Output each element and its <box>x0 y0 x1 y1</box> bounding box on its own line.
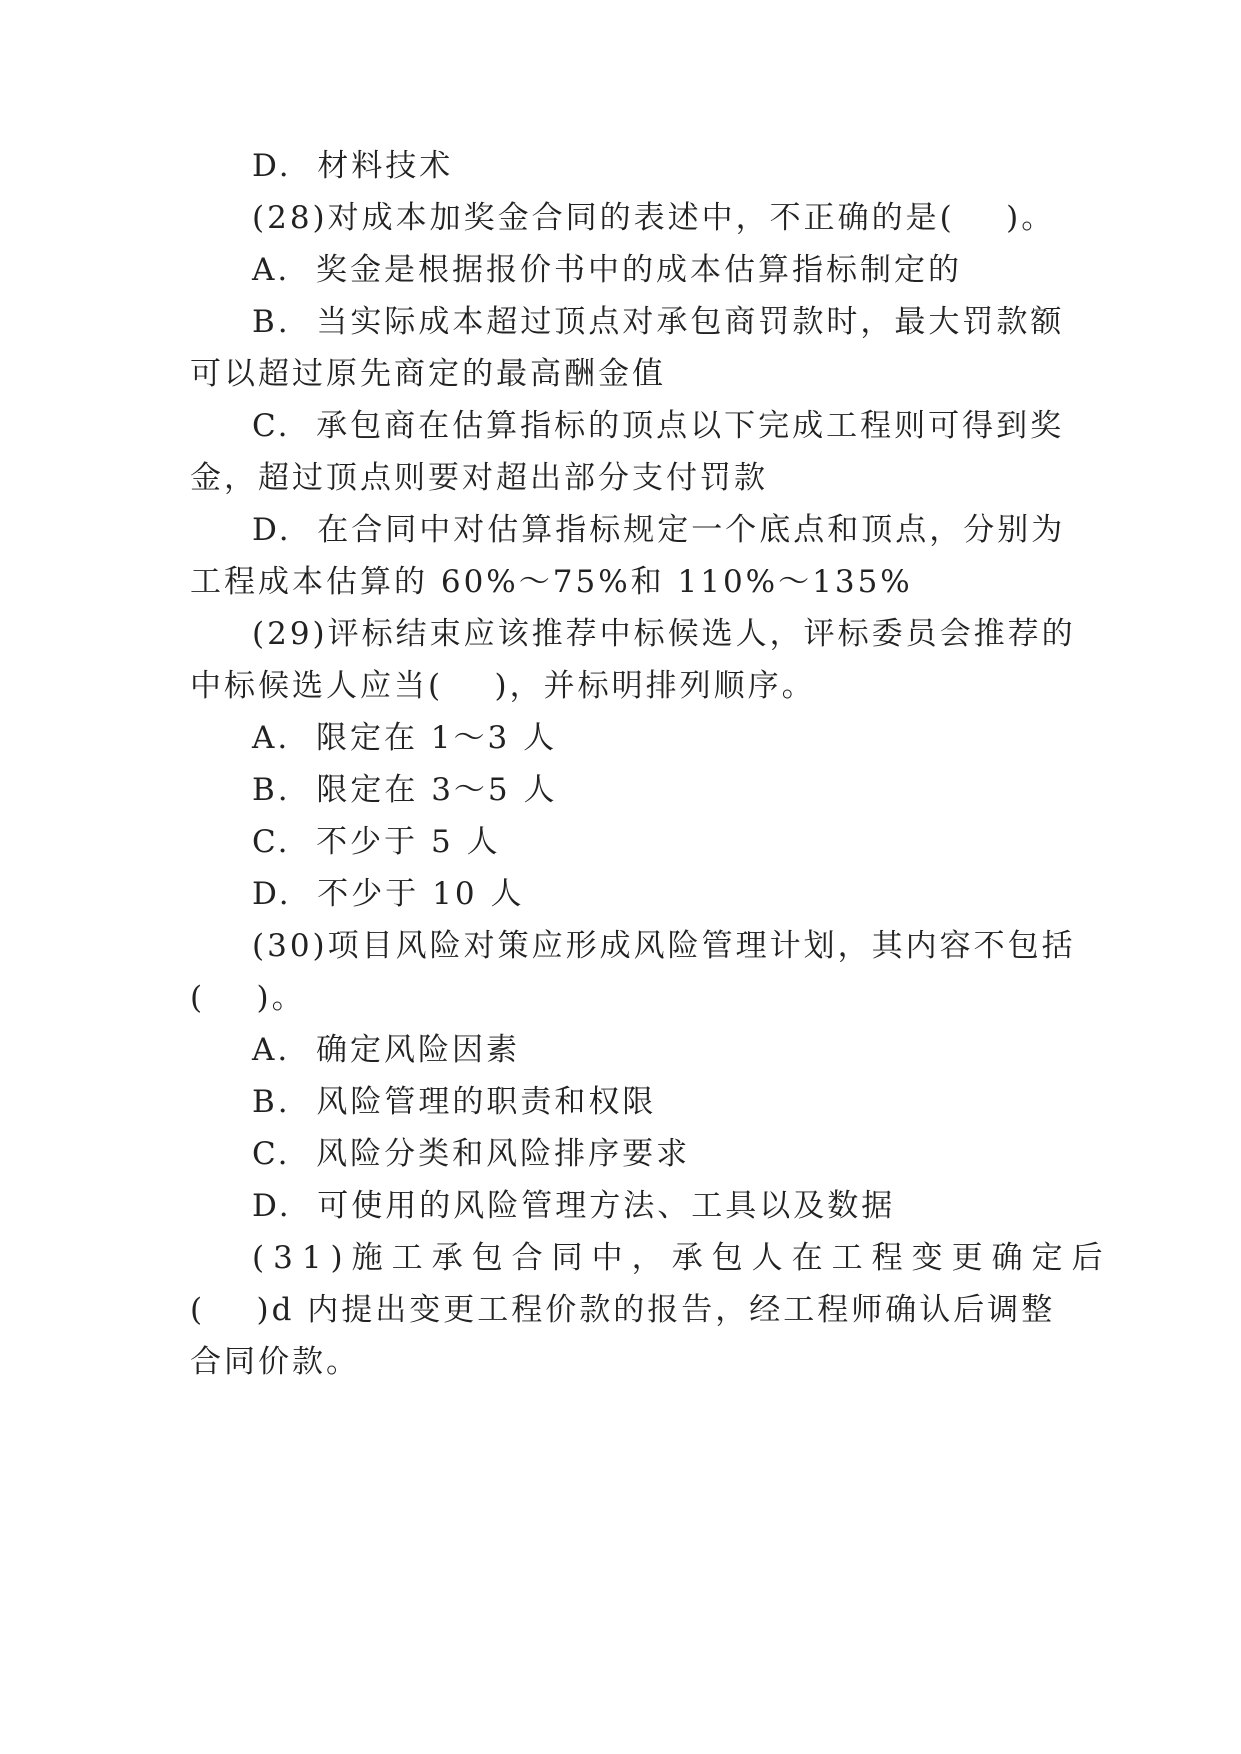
option-28-d: D. 在合同中对估算指标规定一个底点和顶点，分别为 <box>252 512 1066 548</box>
option-28-b: B. 当实际成本超过顶点对承包商罚款时，最大罚款额 <box>252 304 1065 340</box>
question-30: (30)项目风险对策应形成风险管理计划，其内容不包括 <box>252 928 1076 964</box>
question-29: (29)评标结束应该推荐中标候选人，评标委员会推荐的 <box>252 616 1076 652</box>
option-27-d: D. 材料技术 <box>252 148 454 184</box>
option-30-a: A. 确定风险因素 <box>252 1032 520 1068</box>
option-29-a: A. 限定在 1～3 人 <box>252 720 558 756</box>
option-30-d: D. 可使用的风险管理方法、工具以及数据 <box>252 1188 896 1224</box>
option-29-c: C. 不少于 5 人 <box>252 824 501 860</box>
question-30-cont: ( )。 <box>190 980 306 1016</box>
option-29-d: D. 不少于 10 人 <box>252 876 525 912</box>
option-29-b: B. 限定在 3～5 人 <box>252 772 558 808</box>
question-31-cont: ( )d 内提出变更工程价款的报告，经工程师确认后调整 <box>190 1292 1056 1328</box>
option-28-d-cont: 工程成本估算的 60%～75%和 110%～135% <box>190 564 913 600</box>
question-31-cont-2: 合同价款。 <box>190 1344 360 1380</box>
option-28-c: C. 承包商在估算指标的顶点以下完成工程则可得到奖 <box>252 408 1065 444</box>
option-28-b-cont: 可以超过原先商定的最高酬金值 <box>190 356 666 392</box>
question-31: (31)施工承包合同中，承包人在工程变更确定后 <box>252 1240 1112 1276</box>
question-28: (28)对成本加奖金合同的表述中，不正确的是( )。 <box>252 200 1056 236</box>
option-28-c-cont: 金，超过顶点则要对超出部分支付罚款 <box>190 460 768 496</box>
option-30-c: C. 风险分类和风险排序要求 <box>252 1136 691 1172</box>
option-28-a: A. 奖金是根据报价书中的成本估算指标制定的 <box>252 252 962 288</box>
question-29-cont: 中标候选人应当( )，并标明排列顺序。 <box>190 668 816 704</box>
option-30-b: B. 风险管理的职责和权限 <box>252 1084 657 1120</box>
